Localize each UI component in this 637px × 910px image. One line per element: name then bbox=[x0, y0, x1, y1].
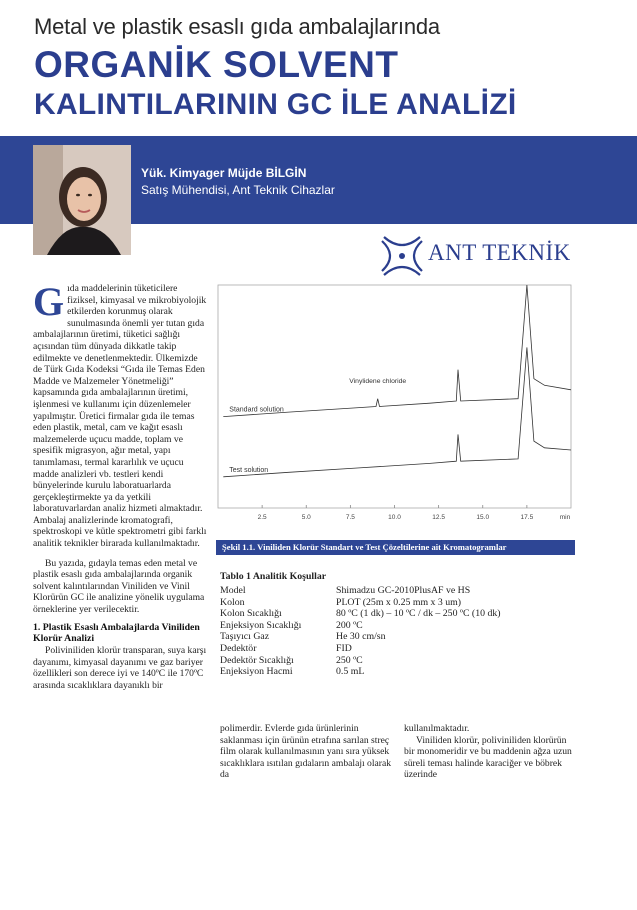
table-cell-parameter: Dedektör Sıcaklığı bbox=[220, 654, 294, 666]
x-tick-label: 7.5 bbox=[345, 514, 355, 521]
table-cell-value: Shimadzu GC-2010PlusAF ve HS bbox=[336, 585, 471, 596]
table-row bbox=[220, 666, 501, 678]
ant-teknik-logo-text: ANT TEKNİK bbox=[428, 240, 571, 265]
x-tick-label: 17.5 bbox=[520, 514, 534, 521]
author-name: Yük. Kimyager Müjde BİLGİN bbox=[141, 166, 307, 180]
table-cell-value: PLOT (25m x 0.25 mm x 3 um) bbox=[336, 596, 462, 608]
chromatogram-svg bbox=[216, 283, 573, 523]
paragraph-pvdc: Poliviniliden klorür transparan, suya karşı dayanımı, kimyasal dayanımı ve gaz bariyer özellikleri son derece iyi ve 140ºC ile 170ºC arasında sıcaklıklara dayanıklı bir bbox=[33, 645, 207, 691]
x-tick-label: 12.5 bbox=[432, 514, 445, 521]
series-line-standard bbox=[223, 285, 571, 417]
paragraph-polymer: polimerdir. Evlerde gıda ürünlerinin saklanması için ürünün etrafına sarılan streç film olarak kullanılmasının yanı sıra yüksek sıcaklıklara ısıtılan gıdaların ambalajı olarak da bbox=[220, 723, 392, 781]
table-cell-value: FID bbox=[336, 642, 352, 654]
table-cell-parameter: Enjeksiyon Hacmi bbox=[220, 666, 293, 678]
table-cell-value: 200 ºC bbox=[336, 619, 363, 631]
table-cell-value: 250 ºC bbox=[336, 654, 363, 666]
table-cell-parameter: Taşıyıcı Gaz bbox=[220, 631, 270, 643]
analytical-conditions-table bbox=[220, 585, 501, 678]
author-role: Satış Mühendisi, Ant Teknik Cihazlar bbox=[141, 183, 335, 197]
figure-caption: Şekil 1.1. Viniliden Klorür Standart ve Test Çözeltilerine ait Kromatogramlar bbox=[216, 540, 575, 555]
table-row bbox=[220, 597, 501, 609]
paragraph-scope: Bu yazıda, gıdayla temas eden metal ve plastik esaslı gıda ambalajlarında organik solvent kalıntılarından Viniliden ve Vinil Klorürün GC ile analizine yönelik uygulama örneklerine yer verilecektir. bbox=[33, 557, 205, 616]
series-label: Test solution bbox=[229, 466, 269, 474]
portrait-image bbox=[33, 145, 131, 255]
article-column-left bbox=[33, 279, 209, 692]
section-heading: 1. Plastik Esaslı Ambalajlarda Viniliden Klorür Analizi bbox=[33, 621, 200, 645]
table-cell-parameter: Kolon Sıcaklığı bbox=[220, 608, 282, 620]
table-cell-parameter: Dedektör bbox=[220, 642, 257, 654]
x-tick-label: 2.5 bbox=[257, 514, 267, 521]
article-column-right bbox=[404, 723, 574, 781]
x-unit-label: min bbox=[559, 514, 571, 521]
table-row bbox=[220, 585, 501, 597]
table-row bbox=[220, 608, 501, 620]
series-label: Standard solution bbox=[229, 406, 284, 414]
table-cell-value: He 30 cm/sn bbox=[336, 631, 386, 643]
table-cell-parameter: Kolon bbox=[220, 596, 245, 608]
paragraph-health: Viniliden klorür, poliviniliden klorürün bir monomeridir ve bu maddenin ağza uzun süreli teması halinde karaciğer ve böbrek üzerinde bbox=[404, 734, 572, 781]
author-photo bbox=[33, 145, 131, 255]
x-tick-label: 10.0 bbox=[388, 514, 401, 521]
peak-annotation: Vinylidene chloride bbox=[349, 378, 407, 386]
article-title: ORGANİK SOLVENT bbox=[34, 44, 399, 85]
paragraph-intro: ıda maddelerinin tüketicilere fiziksel, kimyasal ve mikrobiyolojik etkilerden korunmuş olarak sunulmasında önemli yer tutan gıda ambalajlarının üretimi, tüketici sağlığı açısından tüm dünyada dikkatle takip edilmekte ve denetlenmektedir. Ülkemizde de Türk Gıda Kodeksi “Gıda ile Temas Eden Madde ve Malzemeler Yönetmeliği” kapsamında gıda ambalajlarının üretimi, işlenmesi ve kullanımı için düzenlemeler yapılmıştır. Üretici firmalar gıda ile temas eden plastik, metal, cam ve kağıt esaslı malzemelerde uçucu madde, toplam ve spesifik migrasyon, ağır metal, yapı tanımlaması, termal kararlılık ve uçucu madde analizleri vb. testleri kendi bünyelerinde kurulu laboratuarlarda gerçekleştirmekte ya da yetkili laboratuvarlardan analiz hizmeti almaktadır. Ambalaj analizlerinde kromatografi, spektroskopi ve kütle spektrometri gibi farklı analitik teknikler birarada kullanılmaktadır. bbox=[33, 283, 207, 550]
table-title: Tablo 1 Analitik Koşullar bbox=[220, 571, 327, 582]
table-row bbox=[220, 655, 501, 667]
paragraph-usage: kullanılmaktadır. bbox=[404, 723, 470, 734]
article-column-mid bbox=[220, 723, 395, 781]
table-cell-parameter: Enjeksiyon Sıcaklığı bbox=[220, 619, 302, 631]
table-cell-parameter: Model bbox=[220, 585, 246, 596]
table-row bbox=[220, 643, 501, 655]
chromatogram-chart bbox=[216, 283, 573, 523]
drop-cap: G bbox=[33, 279, 65, 324]
table-row bbox=[220, 631, 501, 643]
x-tick-label: 15.0 bbox=[476, 514, 490, 521]
ant-teknik-logo-icon bbox=[378, 233, 426, 279]
article-kicker: Metal ve plastik esaslı gıda ambalajlarında bbox=[34, 14, 440, 39]
table-cell-value: 0.5 mL bbox=[336, 666, 365, 678]
table-row bbox=[220, 620, 501, 632]
x-tick-label: 5.0 bbox=[301, 514, 311, 521]
article-subtitle: KALINTILARININ GC İLE ANALİZİ bbox=[34, 88, 517, 121]
table-cell-value: 80 ºC (1 dk) – 10 ºC / dk – 250 ºC (10 dk) bbox=[336, 608, 501, 620]
